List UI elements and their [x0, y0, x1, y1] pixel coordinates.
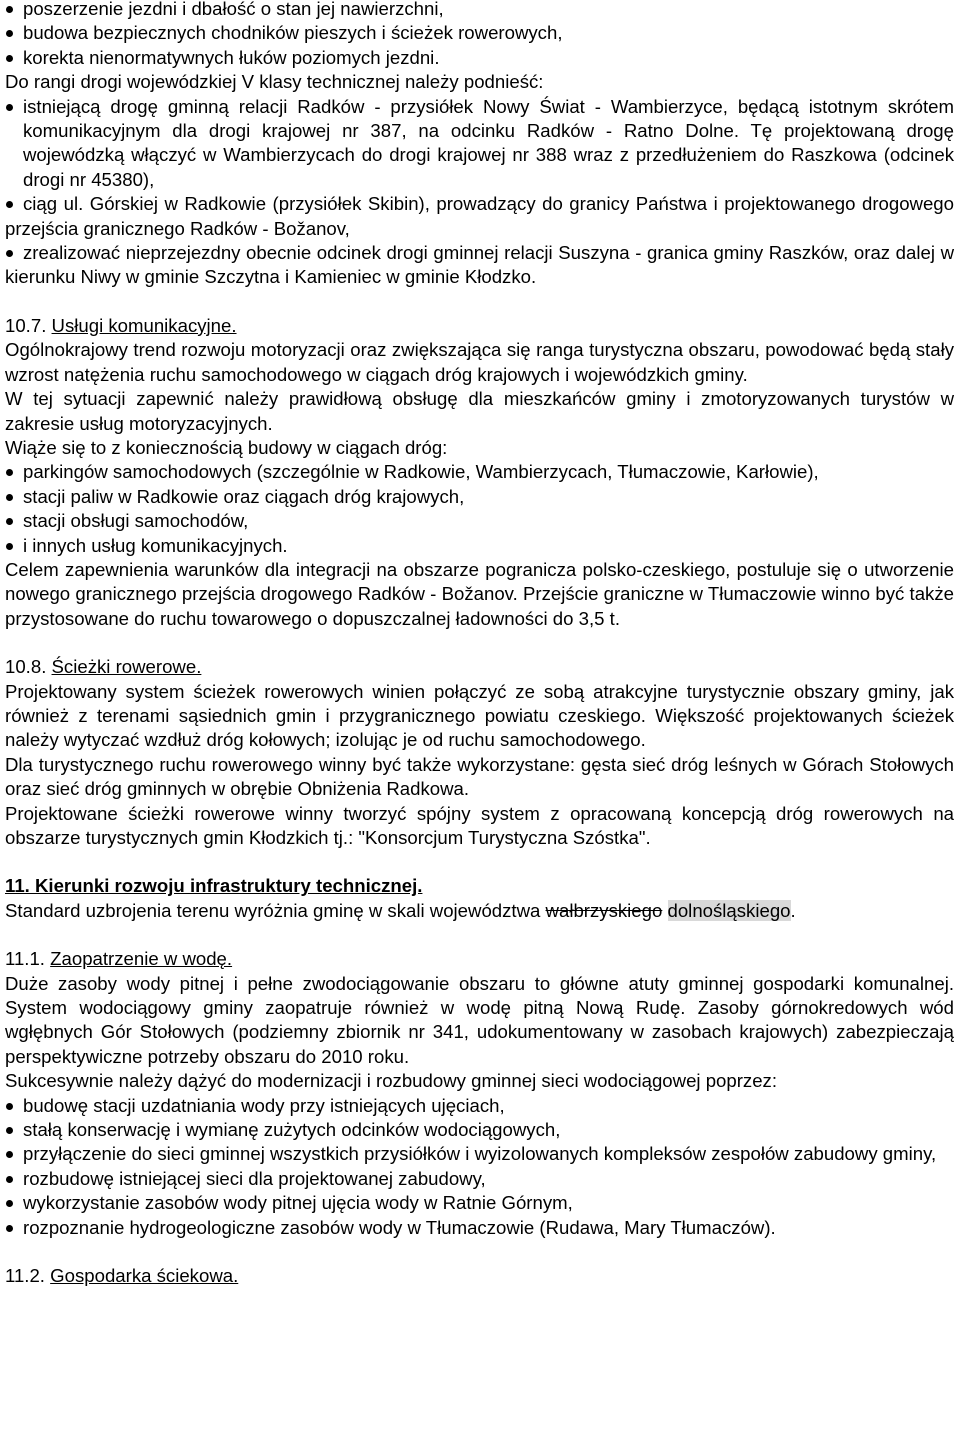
- section-number: 11.1.: [5, 948, 45, 970]
- paragraph: Sukcesywnie należy dążyć do modernizacji i rozbudowy gminnej sieci wodociągowej poprzez:: [5, 1070, 778, 1092]
- section-heading-11-2: [5, 1264, 954, 1288]
- list-item-text: przyłączenie do sieci gminnej wszystkich przysiółków i wyizolowanych kompleksów zespołów zabudowy gminy,: [23, 1143, 937, 1165]
- paragraph: Ogólnokrajowy trend rozwoju motoryzacji oraz zwiększająca się ranga turystyczna obszaru, powodować będą stały wzrost natężenia ruchu samochodowego w ciągach dróg krajowych i wojewódzkich gminy.: [5, 339, 954, 385]
- paragraph-standard: [5, 899, 954, 923]
- list-item: budowa bezpiecznych chodników pieszych i ścieżek rowerowych,: [5, 21, 954, 45]
- bullet-list-services: [5, 460, 954, 558]
- list-item: stacji paliw w Radkowie oraz ciągach dróg krajowych,: [5, 485, 954, 509]
- section-title: Ścieżki rowerowe.: [51, 656, 202, 678]
- list-item: rozbudowę istniejącej sieci dla projektowanej zabudowy,: [5, 1167, 954, 1191]
- bullet-list-road-works: [5, 0, 954, 70]
- section-title: Gospodarka ściekowa.: [50, 1265, 239, 1287]
- spacer: [5, 290, 954, 314]
- section-number: 10.7.: [5, 314, 47, 336]
- list-item-hanging: [5, 192, 954, 241]
- spacer: [5, 923, 954, 947]
- paragraph: Wiąże się to z koniecznością budowy w ciągach dróg:: [5, 436, 448, 458]
- list-item-text: ciąg ul. Górskiej w Radkowie (przysiółek Skibin), prowadzący do granicy Państwa i projektowanego drogowego przejścia granicznego Radków - Božanov,: [5, 193, 954, 239]
- section-number: 10.8.: [5, 656, 47, 678]
- spacer: [5, 631, 954, 655]
- section-heading-10-8: [5, 655, 954, 679]
- spacer: [5, 850, 954, 874]
- paragraph-text-end: .: [790, 899, 796, 921]
- paragraph-rangi: Do rangi drogi wojewódzkiej V klasy technicznej należy podnieść:: [5, 71, 544, 93]
- paragraph: W tej sytuacji zapewnić należy prawidłową obsługę dla mieszkańców gminy i zmotoryzowanych turystów w zakresie usług motoryzacyjnych.: [5, 388, 954, 434]
- chapter-heading-11: 11. Kierunki rozwoju infrastruktury technicznej.: [5, 875, 423, 897]
- list-item: korekta nienormatywnych łuków poziomych jezdni.: [5, 46, 954, 70]
- list-item: poszerzenie jezdni i dbałość o stan jej nawierzchni,: [5, 0, 954, 21]
- section-title: Usługi komunikacyjne.: [51, 314, 237, 336]
- list-item: rozpoznanie hydrogeologiczne zasobów wody w Tłumaczowie (Rudawa, Mary Tłumaczów).: [5, 1216, 954, 1240]
- list-item-hanging: [5, 1142, 954, 1166]
- paragraph: Dla turystycznego ruchu rowerowego winny być także wykorzystane: gęsta sieć dróg leśnych w Górach Stołowych oraz sieć dróg gminnych w obrębie Obniżenia Radkowa.: [5, 753, 954, 800]
- bullet-list-water: [5, 1094, 954, 1240]
- section-number: 11.2.: [5, 1265, 45, 1287]
- highlighted-text: dolnośląskiego: [667, 899, 791, 921]
- section-heading-11-1: [5, 947, 954, 971]
- struck-text: wałbrzyskiego: [545, 899, 663, 921]
- list-item-hanging: [5, 241, 954, 290]
- list-item: stacji obsługi samochodów,: [5, 509, 954, 533]
- paragraph: Duże zasoby wody pitnej i pełne zwodociągowanie obszaru to główne atuty gminnej gospodarki komunalnej. System wodociągowy gminy zaopatruje również w wodę pitną Nową Rudę. Zasoby górnokredowych wód wgłębnych Gór Stołowych (podziemny zbiornik nr 341, udokumentowany w zasobach krajowych) zabezpieczają perspektywiczne potrzeby obszaru do 2010 roku.: [5, 972, 954, 1067]
- list-item-text: zrealizować nieprzejezdny obecnie odcinek drogi gminnej relacji Suszyna - granica gminy Raszków, oraz dalej w kierunku Niwy w gminie Szczytna i Kamieniec w gminie Kłodzko.: [5, 242, 954, 288]
- paragraph: Celem zapewnienia warunków dla integracji na obszarze pogranicza polsko-czeskiego, postuluje się o utworzenie nowego granicznego przejścia drogowego Radków - Božanov. Przejście graniczne w Tłumaczowie winno być także przystosowane do ruchu towarowego o dopuszczalnej ładowności do 3,5 t.: [5, 558, 954, 629]
- paragraph-text: Standard uzbrojenia terenu wyróżnia gminę w skali województwa: [5, 899, 541, 921]
- list-item: istniejącą drogę gminną relacji Radków - przysiółek Nowy Świat - Wambierzyce, będącą istotnym skrótem komunikacyjnym dla drogi krajowej nr 387, na odcinku Radków - Ratno Dolne. Tę projektowaną drogę wojewódzką włączyć w Wambierzycach do drogi krajowej nr 388 wraz z przedłużeniem do Raszkowa (odcinek drogi nr 45380),: [5, 95, 954, 193]
- paragraph: Projektowane ścieżki rowerowe winny tworzyć spójny system z opracowaną koncepcją dróg rowerowych na obszarze turystycznych gmin Kłodzkich tj.: "Konsorcjum Turystyczna Szóstka".: [5, 802, 954, 848]
- spacer: [5, 1240, 954, 1264]
- list-item: parkingów samochodowych (szczególnie w Radkowie, Wambierzycach, Tłumaczowie, Karłowie),: [5, 460, 954, 484]
- list-item: wykorzystanie zasobów wody pitnej ujęcia wody w Ratnie Górnym,: [5, 1191, 954, 1215]
- section-heading-10-7: [5, 314, 954, 338]
- list-item: i innych usług komunikacyjnych.: [5, 534, 954, 558]
- list-item: stałą konserwację i wymianę zużytych odcinków wodociągowych,: [5, 1118, 954, 1142]
- bullet-list-rangi: [5, 95, 954, 290]
- paragraph: Projektowany system ścieżek rowerowych winien połączyć ze sobą atrakcyjne turystycznie obszary gminy, jak również z terenami sąsiednich gmin i przygranicznego powiatu czeskiego. Większość projektowanych ścieżek należy wytyczać wzdłuż dróg kołowych; izolując je od ruchu samochodowego.: [5, 680, 954, 751]
- section-title: Zaopatrzenie w wodę.: [50, 948, 233, 970]
- list-item: budowę stacji uzdatniania wody przy istniejących ujęciach,: [5, 1094, 954, 1118]
